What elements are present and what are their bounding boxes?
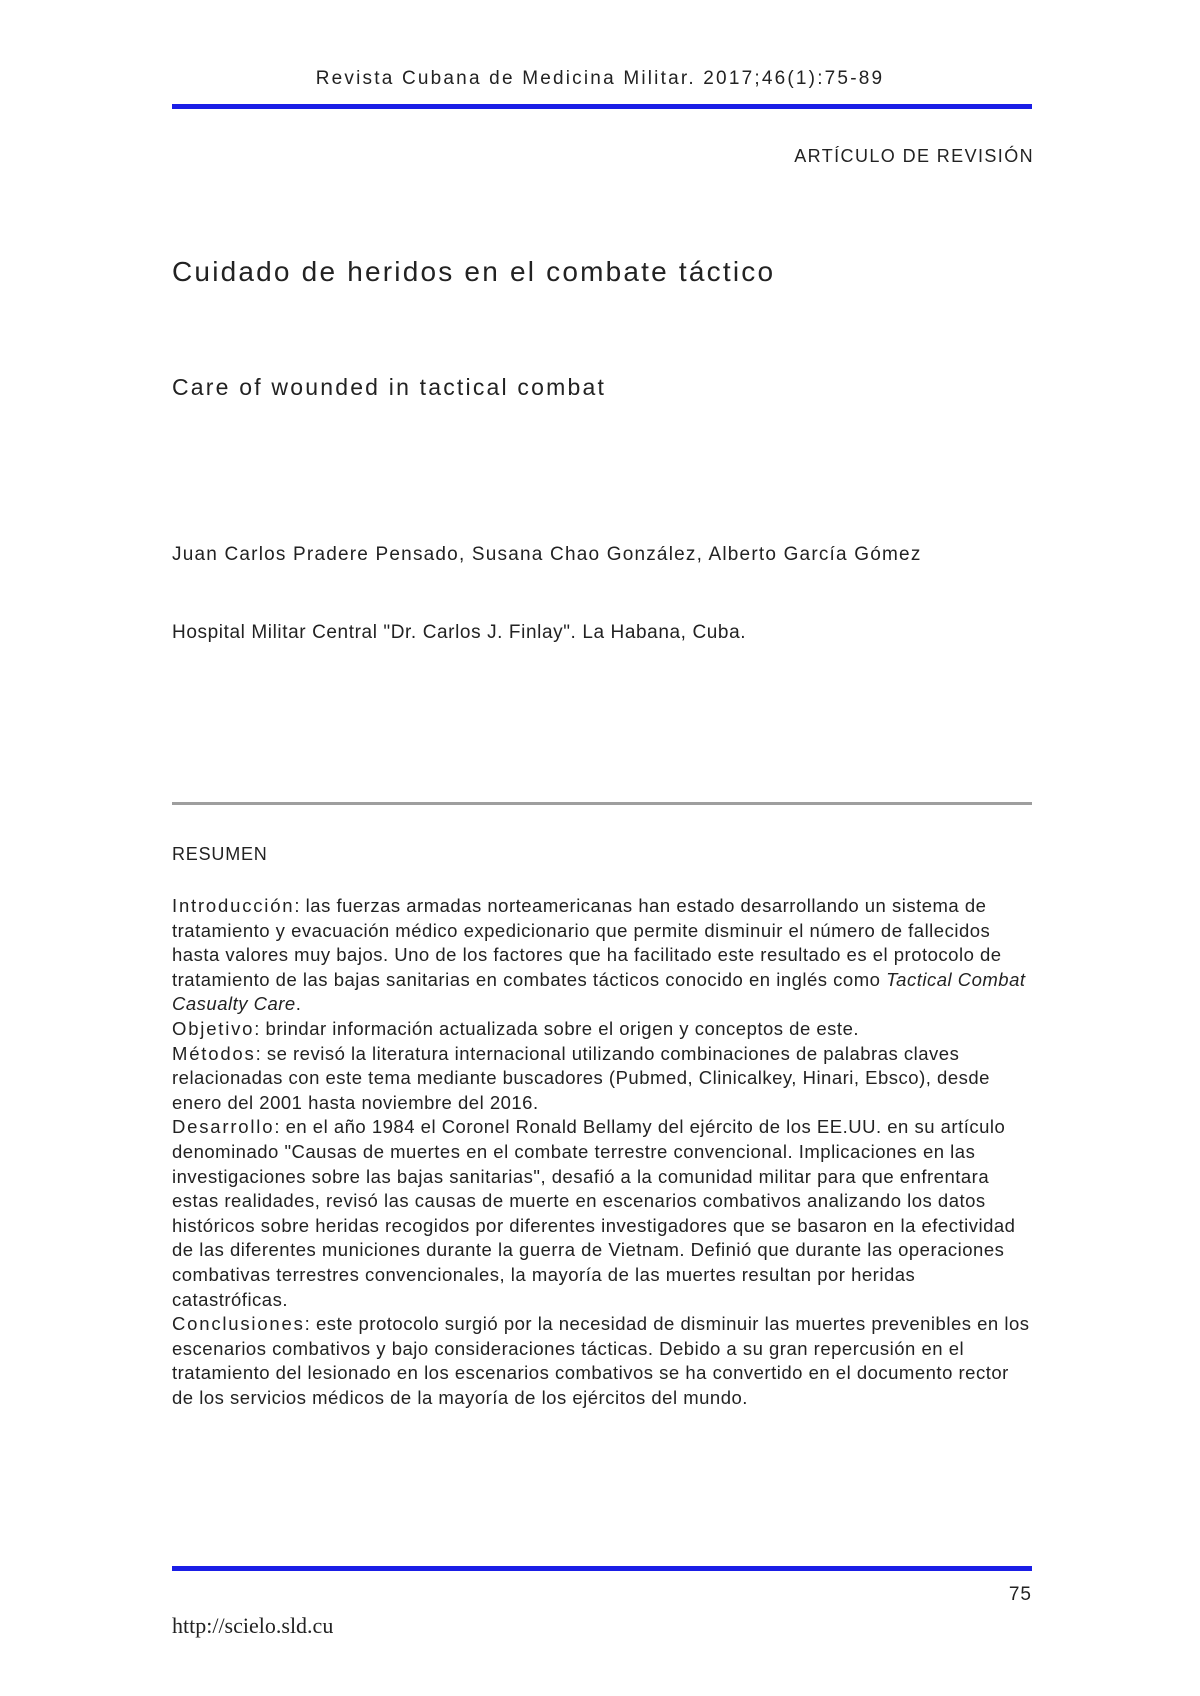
conclusiones-label: Conclusiones bbox=[172, 1313, 305, 1335]
desarrollo-text: : en el año 1984 el Coronel Ronald Bellamy del ejército de los EE.UU. en su artículo denominado "Causas de muertes en el combate terrestre convencional. Implicaciones en las investigaciones sobre las bajas sanitarias", desafió a la comunidad militar para que enfrentara estas realidades, revisó las causas de muerte en escenarios combativos analizando los datos históricos sobre heridas recogidos por diferentes investigadores que se basaron en la efectividad de las diferentes municiones durante la guerra de Vietnam. Definió que durante las operaciones combativas terrestres convencionales, la mayoría de las muertes resultan por heridas catastróficas. bbox=[172, 1116, 1016, 1310]
intro-text-a: : las fuerzas armadas norteamericanas han estado desarrollando un sistema de tratamiento y evacuación médico expedicionario que permite disminuir el número de fallecidos hasta valores muy bajos. Uno de los factores que ha facilitado este resultado es el protocolo de tratamiento de las bajas sanitarias en combates tácticos conocido en inglés como bbox=[172, 895, 1002, 990]
conclusiones-text: : este protocolo surgió por la necesidad de disminuir las muertes prevenibles en los escenarios combativos y bajo consideraciones tácticas. Debido a su gran repercusión en el tratamiento del lesionado en los escenarios combativos se ha convertido en el documento rector de los servicios médicos de la mayoría de los ejércitos del mundo. bbox=[172, 1313, 1030, 1408]
objetivo-label: Objetivo bbox=[172, 1017, 255, 1039]
objetivo-text: : brindar información actualizada sobre el origen y conceptos de este. bbox=[254, 1017, 859, 1039]
abstract-metodos bbox=[172, 1042, 1034, 1116]
abstract-desarrollo bbox=[172, 1115, 1034, 1312]
intro-text-b: . bbox=[295, 993, 302, 1015]
abstract-conclusiones bbox=[172, 1312, 1034, 1410]
footer-rule bbox=[172, 1566, 1032, 1571]
abstract-heading: RESUMEN bbox=[172, 844, 268, 864]
author-affiliation: Hospital Militar Central "Dr. Carlos J. Finlay". La Habana, Cuba. bbox=[172, 622, 747, 643]
page-number: 75 bbox=[1008, 1584, 1032, 1605]
journal-citation: Revista Cubana de Medicina Militar. 2017;46(1):75-89 bbox=[315, 68, 885, 89]
footer-url-link[interactable]: http://scielo.sld.cu bbox=[172, 1613, 334, 1638]
abstract-introduction bbox=[172, 894, 1034, 1017]
desarrollo-label: Desarrollo bbox=[172, 1116, 275, 1138]
intro-label: Introducción bbox=[172, 895, 295, 916]
metodos-text: : se revisó la literatura internacional utilizando combinaciones de palabras claves relacionadas con este tema mediante buscadores (Pubmed, Clinicalkey, Hinari, Ebsco), desde enero del 2001 hasta noviembre del 2016. bbox=[172, 1042, 990, 1113]
section-type: ARTÍCULO DE REVISIÓN bbox=[794, 146, 1034, 166]
metodos-label: Métodos bbox=[172, 1042, 256, 1064]
header-rule bbox=[172, 104, 1032, 109]
author-list: Juan Carlos Pradere Pensado, Susana Chao González, Alberto García Gómez bbox=[172, 544, 922, 565]
abstract-objetivo bbox=[172, 1017, 1034, 1042]
intro-italic: Tactical Combat Casualty Care bbox=[172, 968, 1026, 1015]
article-title-english: Care of wounded in tactical combat bbox=[172, 374, 607, 400]
section-divider bbox=[172, 802, 1032, 805]
article-title-spanish: Cuidado de heridos en el combate táctico bbox=[172, 256, 776, 287]
abstract-body bbox=[172, 894, 1034, 1410]
